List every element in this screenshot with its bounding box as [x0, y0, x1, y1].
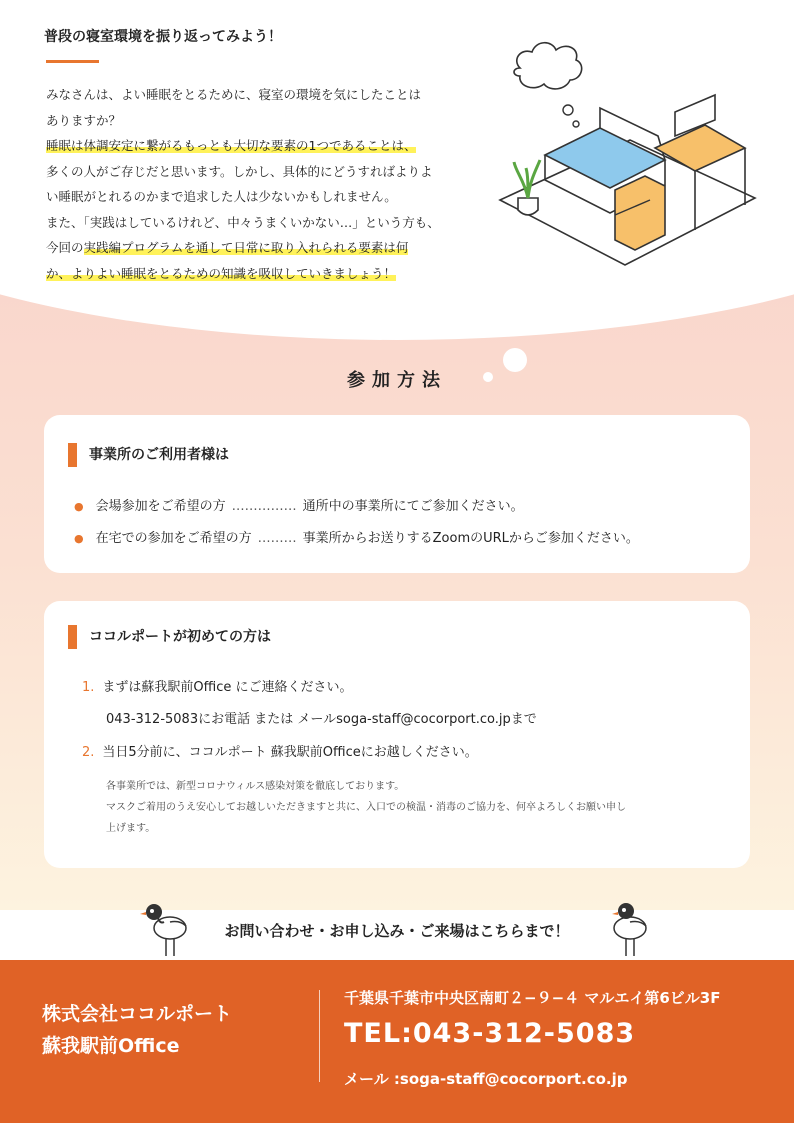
contact-heading: お問い合わせ・お申し込み・ご来場はこちらまで！ — [224, 922, 570, 940]
intro-line: また、「実践はしているけれど、中々うまくいかない…」という方も、 — [46, 214, 440, 230]
item-detail: 通所中の事業所にてご参加ください。 — [302, 499, 524, 514]
list-item — [74, 495, 524, 514]
bedroom-illustration — [490, 30, 760, 280]
intro-line: い睡眠がとれるのかまで追求した人は少ないかもしれません。 — [46, 189, 397, 204]
step-item — [82, 676, 353, 695]
step-item — [82, 741, 478, 760]
item-label: 在宅での参加をご希望の方 — [95, 531, 252, 546]
intro-body — [46, 82, 466, 286]
intro-line — [46, 235, 466, 261]
intro-title: 普段の寝室環境を振り返ってみよう！ — [44, 29, 282, 45]
office-name: 蘇我駅前Office — [42, 1035, 180, 1057]
intro-highlight: 実践編プログラムを通して日常に取り入れられる要素は何 — [83, 240, 409, 255]
intro-highlight: か、よりよい睡眠をとるための知識を吸収していきましょう！ — [46, 265, 397, 281]
step-number: 2. — [82, 745, 95, 760]
address: 千葉県千葉市中央区南町２−９−４ マルエイ第6ビル3F — [344, 989, 721, 1007]
intro-line — [46, 133, 466, 159]
step-number: 1. — [82, 680, 95, 695]
note-line: マスクご着用のうえ安心してお越しいただきますと共に、入口での検温・消毒のご協力を、何卒よろしくお願い申し — [106, 802, 626, 813]
list-item — [74, 527, 639, 546]
footer — [0, 960, 794, 1123]
bullet-icon: ● — [74, 532, 84, 545]
card-users — [44, 415, 750, 573]
card-first-time — [44, 601, 750, 868]
intro-highlight: 睡眠は体調安定に繋がるもっとも大切な要素の1つであることは、 — [46, 138, 417, 153]
title-underline — [46, 60, 99, 63]
item-label: 会場参加をご希望の方 — [95, 499, 226, 514]
email-address[interactable]: メール :soga-staff@cocorport.co.jp — [344, 1070, 628, 1088]
covid-note — [106, 776, 726, 839]
intro-line: 多くの人がご存じだと思います。しかし、具体的にどうすればよりよ — [46, 163, 433, 179]
intro-text: 今回の — [46, 240, 84, 255]
note-line: 上げます。 — [106, 823, 156, 834]
bullet-icon: ● — [74, 500, 84, 513]
leader-dots: ……… — [257, 531, 297, 546]
leader-dots: …………… — [231, 499, 297, 514]
card-heading: ココルポートが初めての方は — [68, 625, 271, 649]
section-title-participation: 参加方法 — [347, 370, 447, 391]
step-text: まずは蘇我駅前Office にご連絡ください。 — [102, 680, 353, 695]
company-name — [42, 998, 232, 1062]
note-line: 各事業所では、新型コロナウィルス感染対策を徹底しております。 — [106, 781, 405, 792]
phone-number[interactable]: TEL:043-312-5083 — [344, 1018, 636, 1049]
item-detail: 事業所からお送りするZoomのURLからご参加ください。 — [302, 531, 639, 546]
footer-divider — [319, 990, 320, 1082]
intro-line: みなさんは、よい睡眠をとるために、寝室の環境を気にしたことは — [46, 87, 422, 102]
intro-line: ありますか？ — [46, 112, 122, 128]
card-heading: 事業所のご利用者様は — [68, 443, 229, 467]
company-line: 株式会社ココルポート — [42, 1003, 233, 1025]
step-contact-info: 043-312-5083にお電話 または メールsoga-staff@cocorport.co.jpまで — [106, 712, 537, 727]
intro-line — [46, 261, 466, 287]
step-text: 当日5分前に、ココルポート 蘇我駅前Officeにお越しください。 — [102, 745, 478, 760]
